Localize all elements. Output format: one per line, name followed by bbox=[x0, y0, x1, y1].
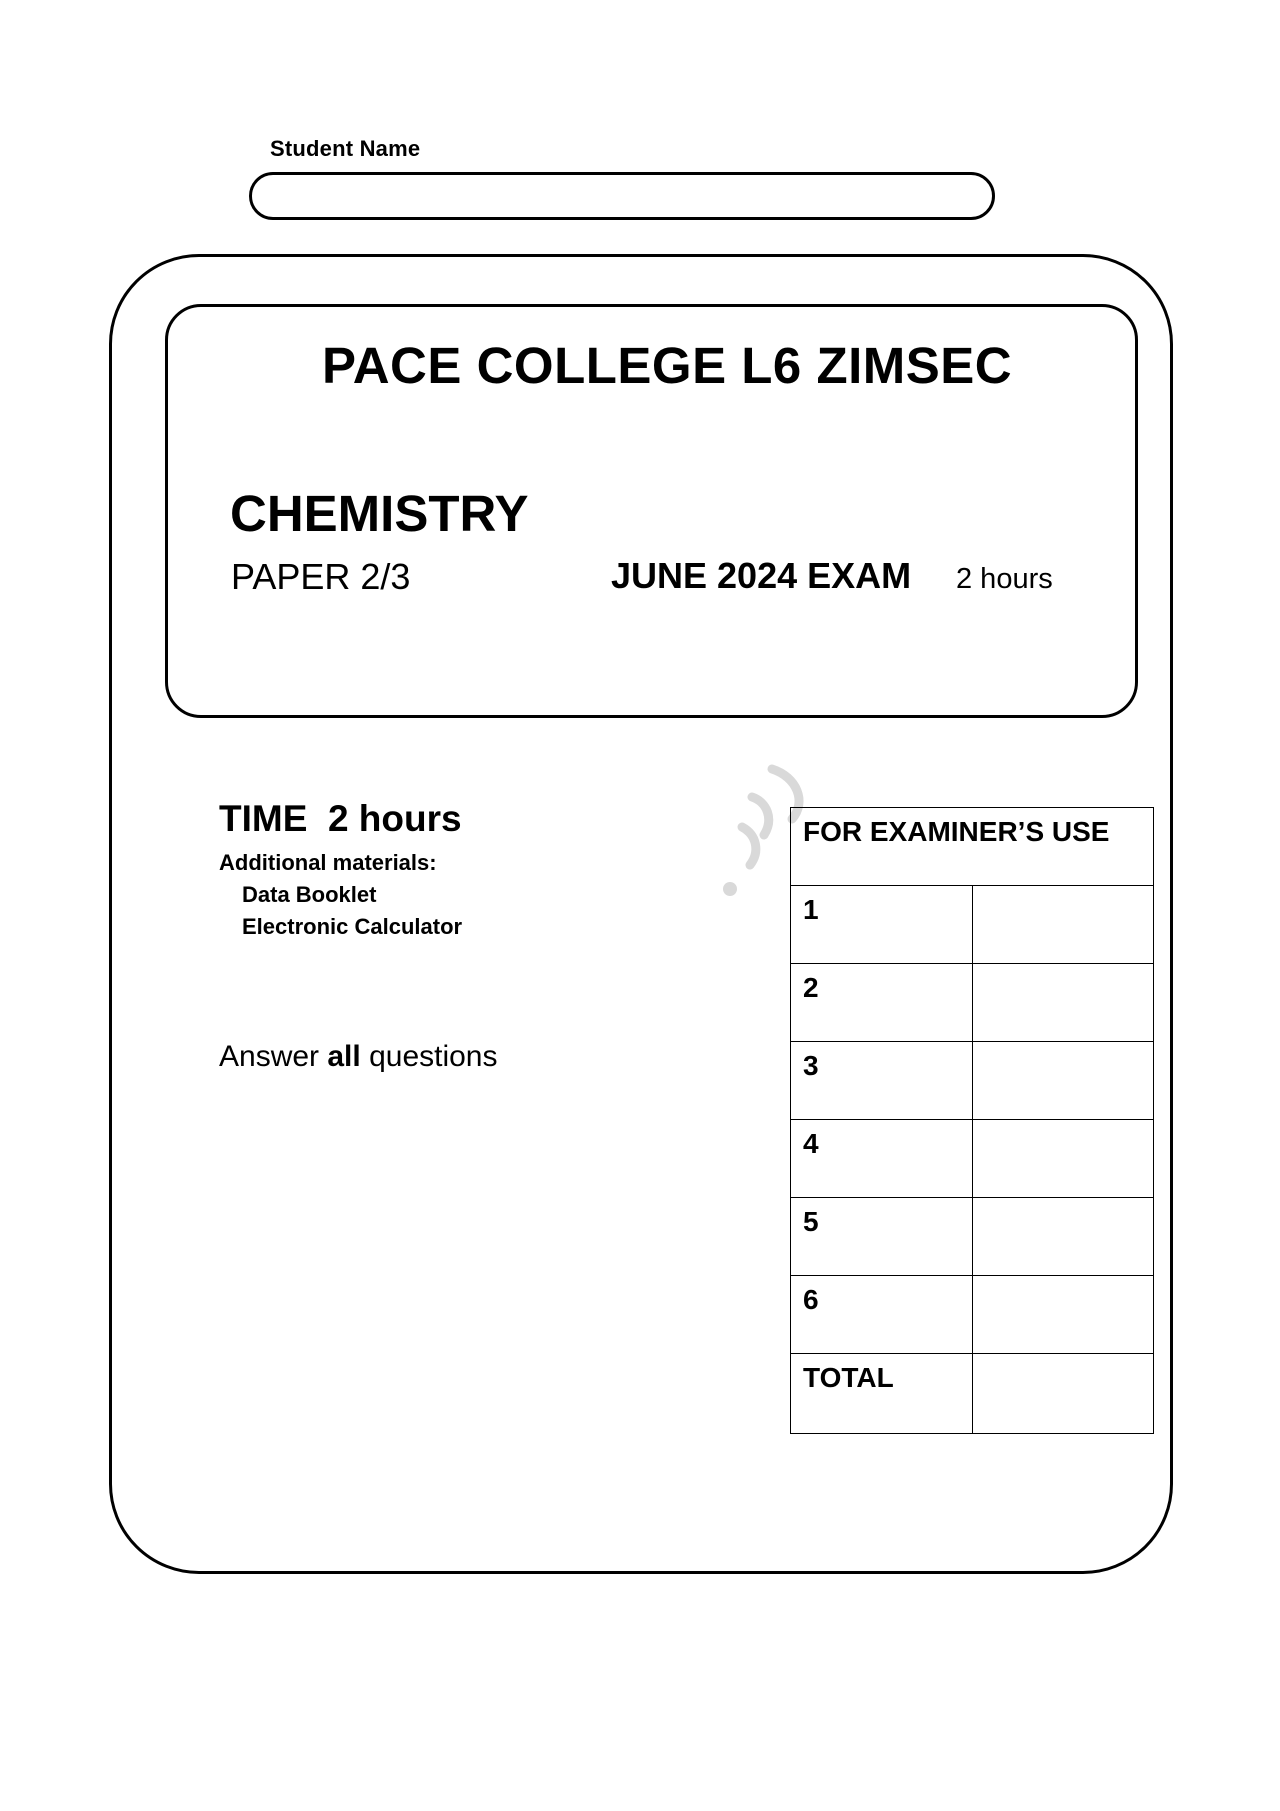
question-number: 1 bbox=[791, 886, 973, 964]
mark-cell[interactable] bbox=[972, 964, 1153, 1042]
mark-cell[interactable] bbox=[972, 1198, 1153, 1276]
examiner-table-title: FOR EXAMINER’S USE bbox=[791, 808, 1154, 886]
question-number: 6 bbox=[791, 1276, 973, 1354]
table-row bbox=[791, 964, 1154, 1042]
total-row bbox=[791, 1354, 1154, 1434]
total-label: TOTAL bbox=[791, 1354, 973, 1434]
question-number: 3 bbox=[791, 1042, 973, 1120]
instruction-prefix: Answer bbox=[219, 1040, 328, 1073]
additional-materials-heading: Additional materials: bbox=[219, 850, 437, 875]
subject-title: CHEMISTRY bbox=[230, 485, 529, 542]
mark-cell[interactable] bbox=[972, 1120, 1153, 1198]
mark-cell[interactable] bbox=[972, 1042, 1153, 1120]
question-number: 4 bbox=[791, 1120, 973, 1198]
material-item: Electronic Calculator bbox=[242, 914, 463, 939]
table-row bbox=[791, 886, 1154, 964]
student-name-field[interactable] bbox=[249, 172, 995, 220]
paper-number: PAPER 2/3 bbox=[231, 556, 411, 597]
table-row bbox=[791, 1120, 1154, 1198]
instruction-suffix: questions bbox=[360, 1040, 498, 1073]
student-name-label: Student Name bbox=[270, 136, 421, 161]
examiner-use-table bbox=[790, 807, 1154, 1434]
mark-cell[interactable] bbox=[972, 886, 1153, 964]
question-number: 2 bbox=[791, 964, 973, 1042]
table-row bbox=[791, 1198, 1154, 1276]
exam-duration: 2 hours bbox=[956, 563, 1053, 595]
table-row bbox=[791, 1276, 1154, 1354]
instruction-emphasis: all bbox=[327, 1040, 361, 1073]
exam-session: JUNE 2024 EXAM bbox=[611, 555, 912, 596]
material-item: Data Booklet bbox=[242, 882, 377, 907]
question-number: 5 bbox=[791, 1198, 973, 1276]
school-title: PACE COLLEGE L6 ZIMSEC bbox=[322, 337, 1013, 394]
table-row bbox=[791, 1042, 1154, 1120]
mark-cell[interactable] bbox=[972, 1276, 1153, 1354]
time-allowed: TIME 2 hours bbox=[219, 798, 462, 839]
instruction-text bbox=[219, 1040, 498, 1074]
total-mark-cell[interactable] bbox=[972, 1354, 1153, 1434]
